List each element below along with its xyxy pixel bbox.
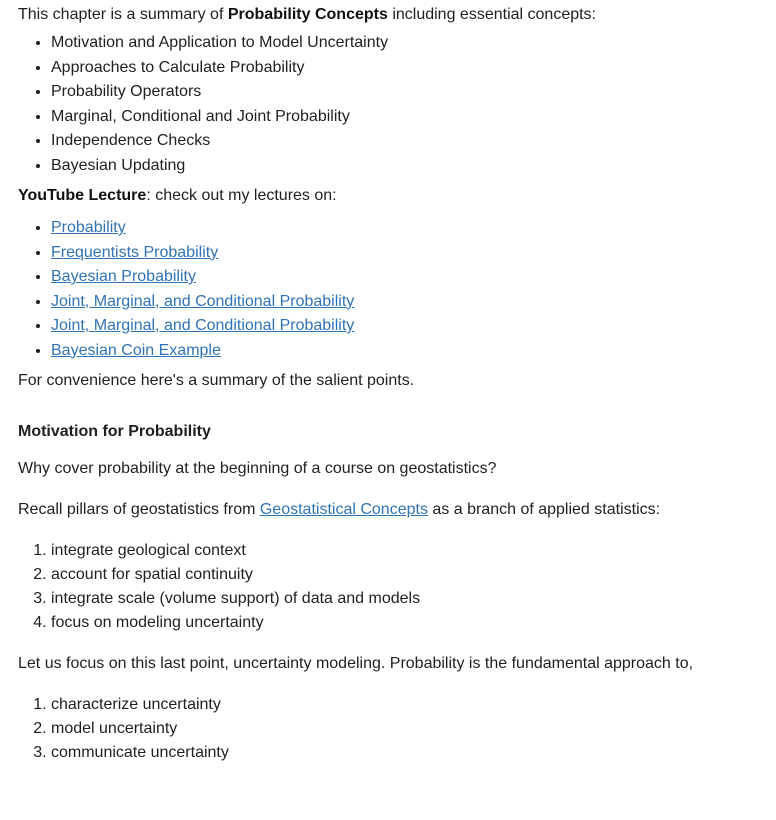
concepts-list	[18, 31, 768, 178]
list-item: 4. focus on modeling uncertainty	[51, 611, 768, 635]
list-item: • Independence Checks	[51, 129, 768, 154]
recall-prefix: Recall pillars of geostatistics from	[18, 501, 260, 518]
list-item	[51, 314, 768, 339]
lecture-link-joint-marginal-conditional-1[interactable]: Joint, Marginal, and Conditional Probability	[51, 292, 355, 310]
list-item: 2. model uncertainty	[51, 717, 768, 741]
list-item: • Bayesian Updating	[51, 154, 768, 179]
document-body	[18, 3, 768, 765]
list-item: 2. account for spatial continuity	[51, 563, 768, 587]
convenience-paragraph: For convenience here's a summary of the salient points.	[18, 372, 415, 389]
lecture-links-list	[18, 216, 768, 363]
section-heading-motivation: Motivation for Probability	[18, 423, 211, 440]
recall-paragraph	[18, 498, 768, 522]
list-item	[51, 216, 768, 241]
intro-bold-title: Probability Concepts	[227, 6, 388, 23]
list-item: • Probability Operators	[51, 80, 768, 105]
youtube-bold: YouTube Lecture	[18, 187, 147, 204]
lecture-link-bayesian-coin[interactable]: Bayesian Coin Example	[51, 341, 221, 359]
list-item: 1. characterize uncertainty	[51, 693, 768, 717]
youtube-paragraph	[18, 184, 768, 208]
recall-suffix: as a branch of applied statistics:	[427, 501, 661, 518]
geostatistical-concepts-link[interactable]: Geostatistical Concepts	[259, 501, 428, 518]
pillars-list	[18, 539, 768, 635]
lecture-link-probability[interactable]: Probability	[51, 219, 126, 236]
list-item: • Approaches to Calculate Probability	[51, 56, 768, 81]
list-item	[51, 339, 768, 364]
list-item	[51, 290, 768, 315]
lecture-link-bayesian[interactable]: Bayesian Probability	[51, 268, 196, 285]
list-item: • Marginal, Conditional and Joint Probability	[51, 105, 768, 130]
list-item	[51, 241, 768, 266]
list-item: 1. integrate geological context	[51, 539, 768, 563]
lecture-link-frequentists[interactable]: Frequentists Probability	[51, 243, 219, 261]
list-item: 3. integrate scale (volume support) of data and models	[51, 587, 768, 611]
youtube-suffix: : check out my lectures on:	[146, 187, 337, 204]
intro-prefix: This chapter is a summary of	[18, 6, 228, 23]
list-item: 3. communicate uncertainty	[51, 741, 768, 765]
why-paragraph: Why cover probability at the beginning of a course on geostatistics?	[18, 460, 497, 477]
lecture-link-joint-marginal-conditional-2[interactable]: Joint, Marginal, and Conditional Probability	[51, 317, 355, 334]
list-item	[51, 265, 768, 290]
intro-paragraph	[18, 3, 768, 27]
intro-suffix: including essential concepts:	[387, 6, 596, 23]
list-item: • Motivation and Application to Model Uncertainty	[51, 31, 768, 56]
focus-paragraph: Let us focus on this last point, uncertainty modeling. Probability is the fundamental approach to,	[18, 655, 694, 672]
uncertainty-steps-list	[18, 693, 768, 765]
